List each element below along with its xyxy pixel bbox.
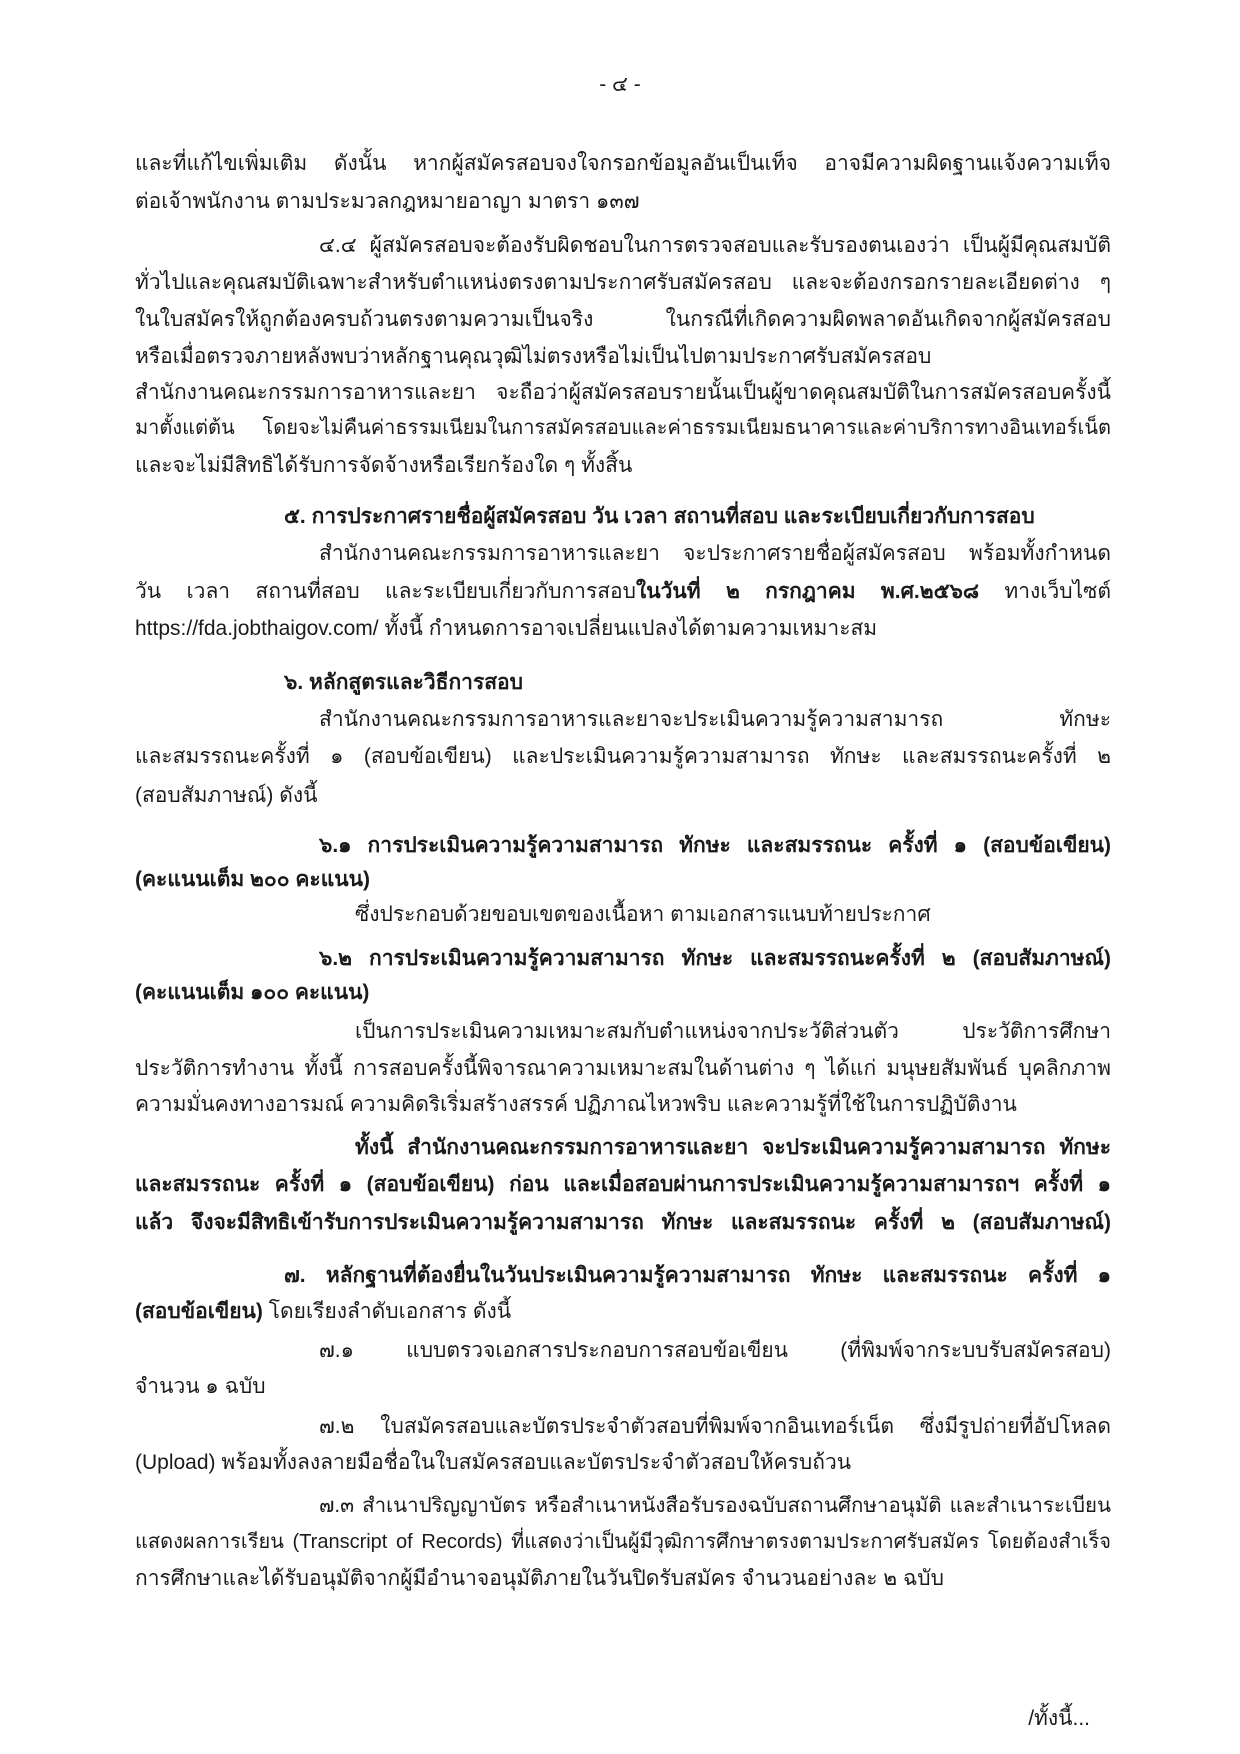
item-6-2-description: ประวัติการทำงาน ทั้งนี้ การสอบครั้งนี้พิจารณาความเหมาะสมในด้านต่าง ๆ ได้แก่ มนุษยสัมพันธ์ บุคลิกภาพ — [135, 1057, 1111, 1080]
section-6-note: และสมรรถนะ ครั้งที่ ๑ (สอบข้อเขียน) ก่อน และเมื่อสอบผ่านการประเมินความรู้ความสามารถฯ ครั้งที่ ๑ — [135, 1173, 1111, 1196]
item-7-1-line: จำนวน ๑ ฉบับ — [135, 1375, 266, 1398]
item-4-4-line: และจะไม่มีสิทธิได้รับการจัดจ้างหรือเรียกร้องใด ๆ ทั้งสิ้น — [135, 454, 633, 477]
item-6-2-score: (คะแนนเต็ม ๑๐๐ คะแนน) — [135, 981, 370, 1004]
item-6-1-score: (คะแนนเต็ม ๒๐๐ คะแนน) — [135, 868, 370, 891]
item-7-3-line: แสดงผลการเรียน (Transcript of Records) ที่แสดงว่าเป็นผู้มีวุฒิการศึกษาตรงตามประกาศรับสมัคร โดยต้องสำเร็จ — [135, 1531, 1111, 1553]
section-7-heading: ๗. หลักฐานที่ต้องยื่นในวันประเมินความรู้ความสามารถ ทักษะ และสมรรถนะ ครั้งที่ ๑ — [284, 1264, 1111, 1287]
section-6-line: สำนักงานคณะกรรมการอาหารและยาจะประเมินความรู้ความสามารถ ทักษะ — [319, 708, 1111, 731]
item-6-1-title: ๖.๑ การประเมินความรู้ความสามารถ ทักษะ และสมรรถนะ ครั้งที่ ๑ (สอบข้อเขียน) — [319, 834, 1111, 857]
page-number: - ๔ - — [599, 73, 641, 96]
item-7-1-line: ๗.๑ แบบตรวจเอกสารประกอบการสอบข้อเขียน (ที่พิมพ์จากระบบรับสมัครสอบ) — [319, 1339, 1111, 1362]
item-4-4-line: สำนักงานคณะกรรมการอาหารและยา จะถือว่าผู้สมัครสอบรายนั้นเป็นผู้ขาดคุณสมบัติในการสมัครสอบครั้งนี้ — [135, 381, 1111, 404]
item-4-4-line: ๔.๔ ผู้สมัครสอบจะต้องรับผิดชอบในการตรวจสอบและรับรองตนเองว่า เป็นผู้มีคุณสมบัติ — [319, 234, 1111, 257]
website-label: ทางเว็บไซต์ — [1004, 580, 1111, 603]
item-7-3-line: การศึกษาและได้รับอนุมัติจากผู้มีอำนาจอนุมัติภายในวันปิดรับสมัคร จำนวนอย่างละ ๒ ฉบับ — [135, 1567, 944, 1590]
item-4-4-line: มาตั้งแต่ต้น โดยจะไม่คืนค่าธรรมเนียมในการสมัครสอบและค่าธรรมเนียมธนาคารและค่าบริการทางอินเทอร์เน็ต — [135, 417, 1111, 439]
written-exam-label: (สอบข้อเขียน) — [135, 1300, 263, 1323]
item-7-2-line: (Upload) พร้อมทั้งลงลายมือชื่อในใบสมัครสอบและบัตรประจำตัวสอบให้ครบถ้วน — [135, 1451, 852, 1474]
section-5-website-line — [135, 610, 1111, 647]
section-5-heading: ๕. การประกาศรายชื่อผู้สมัครสอบ วัน เวลา สถานที่สอบ และระเบียบเกี่ยวกับการสอบ — [284, 505, 1035, 528]
section-6-heading: ๖. หลักสูตรและวิธีการสอบ — [284, 671, 523, 694]
website-url: https://fda.jobthaigov.com/ — [135, 617, 379, 640]
section-6-note: แล้ว จึงจะมีสิทธิเข้ารับการประเมินความรู้ความสามารถ ทักษะ และสมรรถนะ ครั้งที่ ๒ (สอบสัมภาษณ์) — [135, 1211, 1111, 1234]
item-6-1-description: ซึ่งประกอบด้วยขอบเขตของเนื้อหา ตามเอกสารแนบท้ายประกาศ — [355, 903, 931, 926]
section-6-note: ทั้งนี้ สำนักงานคณะกรรมการอาหารและยา จะประเมินความรู้ความสามารถ ทักษะ — [355, 1136, 1111, 1159]
paragraph-line: ต่อเจ้าพนักงาน ตามประมวลกฎหมายอาญา มาตรา ๑๓๗ — [135, 190, 640, 213]
item-6-2-title: ๖.๒ การประเมินความรู้ความสามารถ ทักษะ และสมรรถนะครั้งที่ ๒ (สอบสัมภาษณ์) — [319, 947, 1111, 970]
item-4-4-line: ทั่วไปและคุณสมบัติเฉพาะสำหรับตำแหน่งตรงตามประกาศรับสมัครสอบ และจะต้องกรอกรายละเอียดต่าง ๆ — [135, 271, 1111, 294]
continuation-marker: /ทั้งนี้... — [1028, 1707, 1090, 1730]
item-6-2-description: เป็นการประเมินความเหมาะสมกับตำแหน่งจากประวัติส่วนตัว ประวัติการศึกษา — [355, 1020, 1111, 1043]
section-6-line: (สอบสัมภาษณ์) ดังนี้ — [135, 784, 318, 807]
item-4-4-line: หรือเมื่อตรวจภายหลังพบว่าหลักฐานคุณวุฒิไม่ตรงหรือไม่เป็นไปตามประกาศรับสมัครสอบ — [135, 345, 932, 368]
item-4-4-line: ในใบสมัครให้ถูกต้องครบถ้วนตรงตามความเป็นจริง ในกรณีที่เกิดความผิดพลาดอันเกิดจากผู้สมัครสอบ — [135, 308, 1111, 331]
section-5-line: สำนักงานคณะกรรมการอาหารและยา จะประกาศรายชื่อผู้สมัครสอบ พร้อมทั้งกำหนด — [319, 542, 1111, 565]
section-6-line: และสมรรถนะครั้งที่ ๑ (สอบข้อเขียน) และประเมินความรู้ความสามารถ ทักษะ และสมรรถนะครั้งที่ ๒ — [135, 745, 1111, 768]
item-6-2-description: ความมั่นคงทางอารมณ์ ความคิดริเริ่มสร้างสรรค์ ปฏิภาณไหวพริบ และความรู้ที่ใช้ในการปฏิบัติงาน — [135, 1093, 1017, 1116]
document-order-note: โดยเรียงลำดับเอกสาร ดังนี้ — [268, 1300, 512, 1323]
item-7-2-line: ๗.๒ ใบสมัครสอบและบัตรประจำตัวสอบที่พิมพ์จากอินเทอร์เน็ต ซึ่งมีรูปถ่ายที่อัปโหลด — [319, 1415, 1111, 1438]
announcement-date: ในวันที่ ๒ กรกฎาคม พ.ศ.๒๕๖๘ — [636, 580, 980, 603]
section-5-announcement-line — [135, 573, 1111, 610]
announcement-text: วัน เวลา สถานที่สอบ และระเบียบเกี่ยวกับการสอบ — [135, 580, 637, 603]
schedule-note: ทั้งนี้ กำหนดการอาจเปลี่ยนแปลงได้ตามความเหมาะสม — [384, 617, 878, 640]
item-7-3-line: ๗.๓ สำเนาปริญญาบัตร หรือสำเนาหนังสือรับรองฉบับสถานศึกษาอนุมัติ และสำเนาระเบียน — [319, 1494, 1111, 1517]
paragraph-line: และที่แก้ไขเพิ่มเติม ดังนั้น หากผู้สมัครสอบจงใจกรอกข้อมูลอันเป็นเท็จ อาจมีความผิดฐานแจ้งความเท็จ — [135, 152, 1111, 175]
section-7-heading-continued — [135, 1293, 1111, 1330]
